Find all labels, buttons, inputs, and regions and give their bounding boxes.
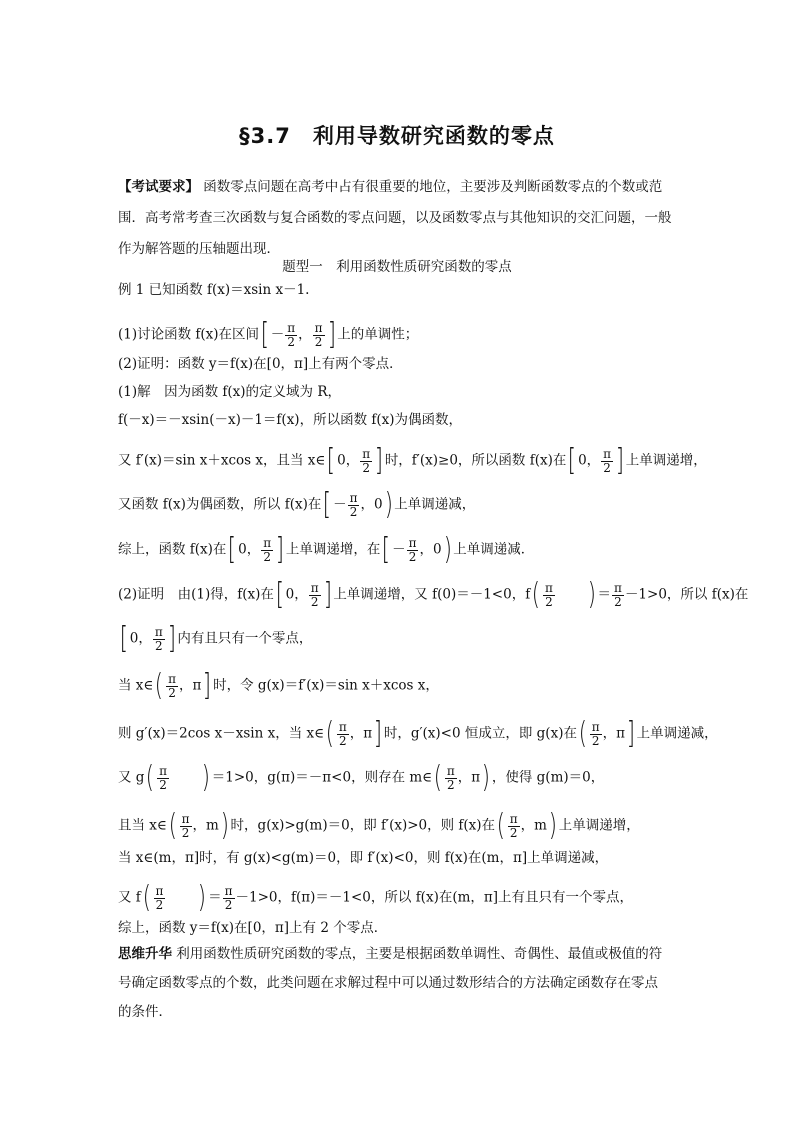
numerator: π <box>168 671 177 686</box>
bracket: ) <box>587 577 596 612</box>
fraction <box>154 885 166 912</box>
fraction <box>261 537 273 564</box>
denominator: 2 <box>224 897 233 912</box>
bracket: ( <box>168 808 177 843</box>
text: 又 g <box>118 769 145 786</box>
denominator: 2 <box>603 460 611 475</box>
text: ， <box>602 725 617 742</box>
text: ， <box>179 677 193 694</box>
numerator: π <box>310 580 319 595</box>
bracket: ) <box>220 808 229 843</box>
bracket: [ <box>275 577 284 612</box>
text: ， <box>457 769 472 786</box>
denominator: 2 <box>155 897 164 912</box>
text: ， <box>192 817 207 834</box>
text: 0 <box>432 541 442 558</box>
solution-line-1: (1)解 因为函数 f(x)的定义域为 R， <box>118 384 342 400</box>
denominator: 2 <box>509 825 518 840</box>
bracket: [ <box>228 532 237 567</box>
proof-line-3 <box>118 668 678 703</box>
fraction <box>601 448 613 475</box>
numerator: π <box>544 580 553 595</box>
denominator: 2 <box>362 460 370 475</box>
bracket: ( <box>155 668 164 703</box>
text: 0 <box>337 452 346 469</box>
text: 0 <box>238 541 247 558</box>
text: ＝ <box>208 889 222 906</box>
solution-line-4 <box>118 487 678 522</box>
proof-line-2 <box>118 621 678 656</box>
proof-line-8 <box>118 880 678 915</box>
bracket: ( <box>433 760 443 795</box>
text: 上单调递减， <box>394 496 476 513</box>
numerator: π <box>224 883 233 898</box>
proof-line-7: 当 x∈(m，π]时，有 g(x)<g(m)＝0，即 f′(x)<0，则 f(x)在(m，π]上单调递减， <box>118 850 609 866</box>
numerator: π <box>408 535 417 550</box>
text: － <box>333 496 347 513</box>
insight-line-3: 的条件． <box>118 1004 172 1020</box>
text: (2)证明 由(1)得，f(x)在 <box>118 586 274 603</box>
denominator: 2 <box>349 504 358 519</box>
text: 时，f′(x)≥0，所以函数 f(x)在 <box>384 452 567 469</box>
fraction <box>223 885 235 912</box>
bracket: ) <box>548 808 557 843</box>
denominator: 2 <box>545 594 553 609</box>
fraction <box>166 673 178 700</box>
text: π <box>363 725 373 742</box>
proof-line-1 <box>118 577 749 612</box>
text: π <box>192 677 202 694</box>
text: ＝1>0，g(π)＝－π<0，则存在 m∈ <box>211 769 433 786</box>
text: 上单调递减． <box>453 541 535 558</box>
bracket: [ <box>327 443 336 478</box>
text: ， <box>294 586 308 603</box>
text: 时，g(x)>g(m)＝0，即 f′(x)>0，则 f(x)在 <box>230 817 496 834</box>
numerator: π <box>263 535 272 550</box>
bracket: ] <box>626 716 635 751</box>
denominator: 2 <box>181 825 190 840</box>
fraction <box>612 582 624 609</box>
denominator: 2 <box>168 685 176 700</box>
bracket: ] <box>275 532 285 567</box>
solution-line-2: f(－x)＝－xsin(－x)－1＝f(x)，所以函数 f(x)为偶函数， <box>118 412 463 428</box>
denominator: 2 <box>408 549 417 564</box>
fraction <box>590 721 602 748</box>
text: 0 <box>373 496 383 513</box>
text: 0 <box>578 452 587 469</box>
numerator: π <box>159 763 168 778</box>
text: ， <box>520 817 535 834</box>
text: m <box>534 817 547 834</box>
fraction <box>337 721 349 748</box>
bracket: ) <box>384 487 393 522</box>
solution-line-3 <box>118 443 707 478</box>
bracket: ( <box>496 808 506 843</box>
denominator: 2 <box>614 594 622 609</box>
exam-requirements <box>118 172 678 265</box>
text: 上单调递增，又 f(0)＝－1<0，f <box>333 586 531 603</box>
bracket: ] <box>203 668 212 703</box>
bracket: [ <box>568 443 577 478</box>
bracket: ) <box>198 880 207 915</box>
denominator: 2 <box>314 334 323 349</box>
numerator: π <box>603 446 612 461</box>
bracket: ] <box>323 577 332 612</box>
text: 又 f′(x)＝sin x＋xcos x，且当 x∈ <box>118 452 326 469</box>
text: 0 <box>285 586 295 603</box>
numerator: π <box>446 763 455 778</box>
bracket: ] <box>373 716 383 751</box>
text: m <box>206 817 219 834</box>
bracket: ] <box>615 443 625 478</box>
denominator: 2 <box>447 777 455 792</box>
bracket: ) <box>201 760 211 795</box>
insight-text: 利用函数性质研究函数的零点，主要是根据函数单调性、奇偶性、最值或极值的符 <box>176 946 663 962</box>
example-statement: 例 1 已知函数 f(x)＝xsin x－1. <box>118 282 310 298</box>
text: －1>0，f(π)＝－1<0，所以 f(x)在(m，π]上有且只有一个零点， <box>235 889 634 906</box>
numerator: π <box>181 811 190 826</box>
fraction <box>508 813 520 840</box>
insight-line-1 <box>118 945 678 963</box>
proof-line-4 <box>118 716 718 751</box>
fraction <box>157 765 169 792</box>
text: 则 g′(x)＝2cos x－xsin x，当 x∈ <box>118 725 325 742</box>
fraction <box>285 322 297 349</box>
denominator: 2 <box>263 549 272 564</box>
fraction <box>309 582 321 609</box>
denominator: 2 <box>159 777 167 792</box>
proof-line-6 <box>118 808 678 843</box>
fraction <box>407 537 419 564</box>
text: 上单调递减， <box>636 725 718 742</box>
text: 0 <box>129 630 139 647</box>
fraction <box>360 448 372 475</box>
bracket: ] <box>167 621 176 656</box>
bracket: ( <box>146 760 155 795</box>
text: ， <box>349 725 364 742</box>
text: 且当 x∈ <box>118 817 167 834</box>
proof-line-5 <box>118 760 678 795</box>
denominator: 2 <box>154 638 163 653</box>
text: ，使得 g(m)＝0， <box>491 769 605 786</box>
numerator: π <box>287 320 296 335</box>
requirement-text: 函数零点问题在高考中占有很重要的地位，主要涉及判断函数零点的个数或范围．高考常考查三次函数与复合函数的零点问题，以及函数零点与其他知识的交汇问题，一般作为解答题的压轴题出现． <box>118 179 672 257</box>
bracket: ( <box>531 577 541 612</box>
numerator: π <box>314 320 323 335</box>
text: ， <box>246 541 261 558</box>
bracket: [ <box>260 317 270 352</box>
text: π <box>471 769 481 786</box>
numerator: π <box>349 490 358 505</box>
text: ， <box>419 541 433 558</box>
text: 当 x∈ <box>118 677 154 694</box>
denominator: 2 <box>591 733 600 748</box>
question-1 <box>118 317 678 352</box>
fraction <box>180 813 192 840</box>
bracket: ] <box>327 317 336 352</box>
denominator: 2 <box>287 334 296 349</box>
proof-conclusion: 综上，函数 y＝f(x)在[0，π]上有 2 个零点． <box>118 920 388 936</box>
text: (1)讨论函数 f(x)在区间 <box>118 326 260 343</box>
bracket: [ <box>382 532 391 567</box>
text: 上的单调性； <box>337 326 419 343</box>
bracket: ( <box>325 716 335 751</box>
text: 上单调递增，在 <box>285 541 381 558</box>
fraction <box>313 322 325 349</box>
bracket: ] <box>374 443 384 478</box>
fraction <box>153 626 165 653</box>
text: 上单调递增， <box>558 817 640 834</box>
text: π <box>616 725 625 742</box>
denominator: 2 <box>338 733 347 748</box>
bracket: ) <box>443 532 452 567</box>
text: 又 f <box>118 889 141 906</box>
question-2: (2)证明：函数 y＝f(x)在[0，π]上有两个零点． <box>118 356 403 372</box>
section-heading: 题型一 利用函数性质研究函数的零点 <box>282 259 512 275</box>
solution-line-5 <box>118 532 678 567</box>
numerator: π <box>155 883 164 898</box>
insight-tag: 思维升华 <box>118 946 172 962</box>
text: ＝ <box>597 586 612 603</box>
insight-line-2: 号确定函数零点的个数，此类问题在求解过程中可以通过数形结合的方法确定函数存在零点 <box>118 975 658 991</box>
text: －1>0，所以 f(x)在 <box>624 586 749 603</box>
bracket: [ <box>119 621 128 656</box>
text: 时，令 g(x)＝f′(x)＝sin x＋xcos x， <box>213 677 439 694</box>
text: 又函数 f(x)为偶函数，所以 f(x)在 <box>118 496 322 513</box>
denominator: 2 <box>310 594 319 609</box>
text: ， <box>298 326 312 343</box>
numerator: π <box>591 719 600 734</box>
bracket: ( <box>142 880 151 915</box>
numerator: π <box>509 811 518 826</box>
bracket: ( <box>578 716 587 751</box>
numerator: π <box>614 580 622 595</box>
fraction <box>348 492 360 519</box>
page-title: §3.7 利用导数研究函数的零点 <box>239 124 555 148</box>
fraction <box>543 582 555 609</box>
bracket: ) <box>481 760 491 795</box>
text: ， <box>138 630 152 647</box>
text: ， <box>360 496 374 513</box>
text: ， <box>345 452 360 469</box>
text: 时，g′(x)<0 恒成立，即 g(x)在 <box>383 725 577 742</box>
text: 上单调递增， <box>625 452 707 469</box>
fraction <box>445 765 457 792</box>
text: ， <box>586 452 601 469</box>
numerator: π <box>154 624 163 639</box>
bracket: [ <box>323 487 332 522</box>
text: － <box>270 326 285 343</box>
text: － <box>392 541 406 558</box>
numerator: π <box>362 446 371 461</box>
text: 内有且只有一个零点， <box>177 630 313 647</box>
text: 综上，函数 f(x)在 <box>118 541 227 558</box>
requirement-tag: 【考试要求】 <box>118 179 199 195</box>
numerator: π <box>338 719 347 734</box>
